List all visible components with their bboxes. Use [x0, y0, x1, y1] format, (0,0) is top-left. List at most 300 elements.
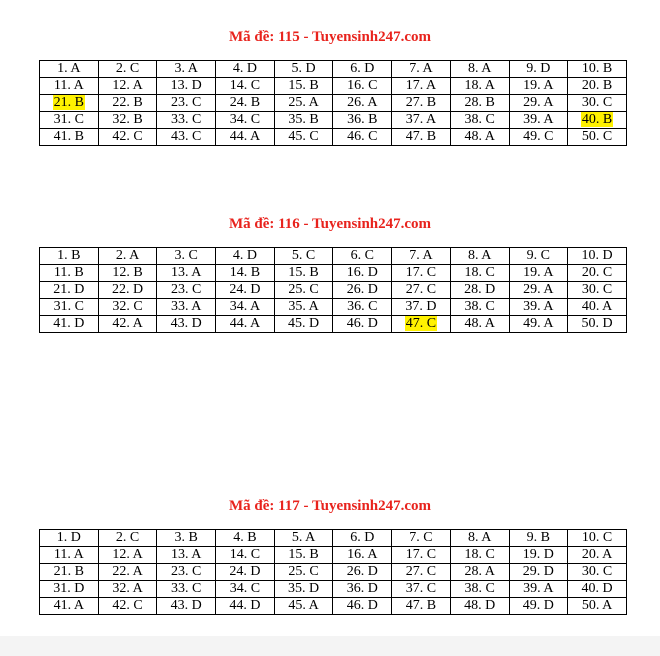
answer-cell: [509, 316, 568, 333]
answer-cell: [274, 316, 333, 333]
answer-text: 1. A: [57, 61, 81, 76]
answer-cell: [40, 129, 99, 146]
answer-text: 45. A: [288, 598, 319, 613]
answer-text: 33. C: [171, 112, 202, 127]
answer-cell: [98, 564, 157, 581]
answer-text: 14. B: [229, 265, 261, 280]
answer-cell: [40, 547, 99, 564]
answer-cell: [568, 316, 627, 333]
answer-text: 29. A: [523, 282, 554, 297]
answer-text: 11. A: [53, 547, 84, 562]
answer-cell: [157, 78, 216, 95]
answer-text: 47. B: [405, 129, 437, 144]
answer-text: 32. A: [112, 581, 143, 596]
answer-text: 24. D: [229, 282, 261, 297]
answer-cell: [568, 598, 627, 615]
answer-cell: [333, 598, 392, 615]
answer-text: 36. B: [347, 112, 378, 127]
answer-cell: [40, 316, 99, 333]
answer-text: 1. B: [57, 248, 81, 263]
answer-cell: [98, 282, 157, 299]
answer-cell: [568, 282, 627, 299]
answer-cell: [274, 129, 333, 146]
answer-cell: [98, 248, 157, 265]
answer-cell: [333, 112, 392, 129]
answer-text: 50. A: [581, 598, 613, 613]
answer-cell: [216, 78, 275, 95]
answer-cell: [568, 248, 627, 265]
answer-text: 43. C: [171, 129, 202, 144]
answer-text: 48. D: [464, 598, 496, 613]
answer-text: 22. A: [112, 564, 143, 579]
answer-cell: [216, 547, 275, 564]
answer-cell: [98, 61, 157, 78]
answer-text: 48. A: [464, 316, 495, 331]
answer-text: 29. D: [522, 564, 554, 579]
answer-text: 25. C: [288, 564, 319, 579]
answer-text: 28. B: [464, 95, 495, 110]
answer-key-block-116: [0, 214, 660, 234]
answer-text: 15. B: [288, 547, 319, 562]
answer-row: [40, 112, 627, 129]
answer-cell: [40, 248, 99, 265]
answer-cell: [509, 299, 568, 316]
answer-cell: [157, 581, 216, 598]
answer-cell: [450, 129, 509, 146]
answer-text: 32. C: [112, 299, 143, 314]
answer-row: [40, 95, 627, 112]
answer-cell: [216, 316, 275, 333]
answer-row: [40, 61, 627, 78]
answer-cell: [392, 129, 451, 146]
answer-cell: [509, 598, 568, 615]
answer-cell: [333, 316, 392, 333]
answer-text: 45. C: [288, 129, 319, 144]
answer-cell: [568, 581, 627, 598]
answer-cell: [450, 547, 509, 564]
answer-cell: [333, 265, 392, 282]
answer-text: 48. A: [464, 129, 495, 144]
answer-text: 41. B: [53, 129, 85, 144]
answer-cell: [216, 299, 275, 316]
answer-cell: [333, 248, 392, 265]
answer-row: [40, 265, 627, 282]
answer-cell: [216, 581, 275, 598]
answer-text: 46. C: [347, 129, 378, 144]
answer-cell: [98, 530, 157, 547]
answer-cell: [40, 78, 99, 95]
answer-table-117: [39, 529, 627, 615]
answer-row: [40, 530, 627, 547]
answer-cell: [392, 112, 451, 129]
answer-text: 21. D: [53, 282, 85, 297]
answer-cell: [157, 129, 216, 146]
answer-text: 43. D: [170, 316, 202, 331]
answer-cell: [274, 78, 333, 95]
answer-text: 18. C: [464, 547, 495, 562]
answer-text: 37. D: [405, 299, 437, 314]
answer-text: 32. B: [112, 112, 143, 127]
answer-cell: [157, 299, 216, 316]
answer-cell: [450, 248, 509, 265]
answer-row: [40, 564, 627, 581]
answer-cell: [392, 95, 451, 112]
answer-cell: [157, 265, 216, 282]
answer-text: 12. B: [112, 265, 143, 280]
answer-text: 15. B: [288, 265, 319, 280]
answer-text: 17. A: [405, 78, 437, 93]
answer-text: 41. D: [53, 316, 85, 331]
answer-cell: [274, 248, 333, 265]
answer-cell: [450, 299, 509, 316]
answer-text: 2. C: [115, 530, 140, 545]
answer-text: 35. A: [288, 299, 319, 314]
answer-cell: [157, 564, 216, 581]
answer-text: 15. B: [288, 78, 319, 93]
answer-text: 9. D: [526, 61, 551, 76]
answer-text: 37. A: [405, 112, 437, 127]
answer-text: 47. C: [405, 316, 437, 331]
answer-text: 11. A: [53, 78, 84, 93]
answer-text: 34. C: [229, 112, 261, 127]
answer-cell: [40, 112, 99, 129]
answer-text: 40. A: [581, 299, 613, 314]
answer-text: 7. A: [409, 248, 433, 263]
answer-text: 4. D: [232, 61, 257, 76]
answer-cell: [509, 248, 568, 265]
answer-key-block-115: [0, 27, 660, 47]
answer-cell: [40, 581, 99, 598]
answer-cell: [568, 129, 627, 146]
answer-text: 23. C: [171, 282, 202, 297]
answer-cell: [450, 530, 509, 547]
answer-text: 6. D: [350, 530, 375, 545]
answer-row: [40, 282, 627, 299]
answer-cell: [392, 248, 451, 265]
answer-cell: [274, 547, 333, 564]
answer-text: 21. B: [53, 564, 85, 579]
answer-text: 3. B: [174, 530, 198, 545]
answer-cell: [216, 530, 275, 547]
answer-text: 42. C: [112, 598, 143, 613]
answer-cell: [274, 598, 333, 615]
answer-cell: [392, 581, 451, 598]
answer-text: 20. B: [581, 78, 613, 93]
answer-cell: [392, 530, 451, 547]
answer-cell: [333, 299, 392, 316]
answer-cell: [98, 265, 157, 282]
answer-text: 20. A: [581, 547, 613, 562]
answer-text: 9. C: [526, 248, 551, 263]
answer-cell: [216, 564, 275, 581]
answer-text: 40. B: [581, 112, 613, 127]
answer-cell: [40, 282, 99, 299]
answer-cell: [98, 112, 157, 129]
answer-cell: [274, 95, 333, 112]
answer-text: 22. B: [112, 95, 143, 110]
answer-text: 5. A: [291, 530, 316, 545]
answer-cell: [568, 78, 627, 95]
answer-cell: [216, 248, 275, 265]
answer-text: 24. B: [229, 95, 261, 110]
answer-text: 7. A: [409, 61, 433, 76]
answer-cell: [216, 61, 275, 78]
answer-cell: [392, 598, 451, 615]
answer-text: 13. D: [170, 78, 202, 93]
answer-text: 25. A: [288, 95, 319, 110]
answer-table-115: [39, 60, 627, 146]
answer-cell: [568, 265, 627, 282]
answer-text: 39. A: [523, 112, 554, 127]
answer-cell: [450, 61, 509, 78]
answer-cell: [40, 564, 99, 581]
answer-cell: [98, 547, 157, 564]
answer-text: 26. D: [346, 282, 378, 297]
answer-text: 38. C: [464, 299, 495, 314]
answer-cell: [157, 547, 216, 564]
answer-text: 43. D: [170, 598, 202, 613]
answer-text: 14. C: [229, 78, 261, 93]
answer-text: 13. A: [171, 265, 202, 280]
answer-text: 41. A: [53, 598, 85, 613]
answer-cell: [98, 316, 157, 333]
answer-cell: [216, 282, 275, 299]
answer-text: 4. B: [233, 530, 257, 545]
answer-text: 34. A: [229, 299, 261, 314]
answer-cell: [98, 598, 157, 615]
answer-cell: [392, 282, 451, 299]
answer-cell: [157, 112, 216, 129]
answer-cell: [40, 598, 99, 615]
answer-text: 30. C: [581, 282, 613, 297]
answer-cell: [216, 598, 275, 615]
answer-text: 42. C: [112, 129, 143, 144]
answer-text: 4. D: [232, 248, 257, 263]
answer-cell: [98, 95, 157, 112]
answer-cell: [509, 547, 568, 564]
page-bottom-band: [0, 636, 660, 656]
answer-cell: [40, 95, 99, 112]
answer-key-block-117: [0, 496, 660, 516]
answer-text: 36. D: [346, 581, 378, 596]
answer-text: 31. C: [53, 112, 85, 127]
answer-text: 33. C: [171, 581, 202, 596]
answer-cell: [333, 129, 392, 146]
answer-cell: [333, 564, 392, 581]
answer-text: 8. A: [467, 61, 492, 76]
answer-text: 28. A: [464, 564, 495, 579]
answer-text: 33. A: [171, 299, 202, 314]
answer-cell: [450, 598, 509, 615]
answer-text: 7. C: [409, 530, 433, 545]
answer-text: 3. A: [174, 61, 198, 76]
answer-cell: [392, 564, 451, 581]
answer-cell: [157, 248, 216, 265]
answer-cell: [450, 282, 509, 299]
answer-text: 16. D: [346, 265, 378, 280]
answer-cell: [392, 299, 451, 316]
answer-cell: [216, 129, 275, 146]
answer-text: 31. C: [53, 299, 85, 314]
answer-text: 19. D: [522, 547, 554, 562]
answer-row: [40, 129, 627, 146]
answer-text: 17. C: [405, 265, 437, 280]
answer-cell: [568, 547, 627, 564]
answer-text: 39. A: [523, 299, 554, 314]
answer-cell: [274, 112, 333, 129]
answer-text: 14. C: [229, 547, 261, 562]
answer-text: 26. A: [347, 95, 378, 110]
answer-text: 8. A: [467, 530, 492, 545]
answer-text: 44. A: [229, 316, 261, 331]
answer-cell: [509, 564, 568, 581]
answer-cell: [333, 282, 392, 299]
answer-cell: [216, 95, 275, 112]
answer-cell: [509, 265, 568, 282]
answer-text: 34. C: [229, 581, 261, 596]
answer-text: 2. A: [115, 248, 140, 263]
answer-cell: [509, 581, 568, 598]
answer-text: 25. C: [288, 282, 319, 297]
answer-text: 1. D: [56, 530, 81, 545]
answer-cell: [450, 112, 509, 129]
answer-text: 27. C: [405, 282, 437, 297]
answer-text: 30. C: [581, 95, 613, 110]
answer-cell: [509, 530, 568, 547]
answer-cell: [333, 581, 392, 598]
answer-text: 46. D: [346, 316, 378, 331]
answer-cell: [568, 299, 627, 316]
answer-cell: [568, 112, 627, 129]
answer-cell: [333, 547, 392, 564]
answer-text: 5. C: [291, 248, 316, 263]
answer-cell: [509, 95, 568, 112]
answer-row: [40, 78, 627, 95]
answer-cell: [274, 581, 333, 598]
answer-text: 2. C: [115, 61, 140, 76]
answer-row: [40, 581, 627, 598]
answer-cell: [333, 530, 392, 547]
answer-text: 23. C: [171, 95, 202, 110]
answer-text: 50. C: [581, 129, 613, 144]
answer-cell: [450, 78, 509, 95]
answer-text: 16. A: [347, 547, 378, 562]
answer-cell: [274, 564, 333, 581]
answer-row: [40, 299, 627, 316]
answer-text: 20. C: [581, 265, 613, 280]
answer-text: 40. D: [581, 581, 613, 596]
answer-cell: [274, 282, 333, 299]
block-title: Mã đề: 115 - Tuyensinh247.com: [228, 29, 432, 45]
answer-text: 29. A: [523, 95, 554, 110]
answer-text: 38. C: [464, 581, 495, 596]
answer-cell: [216, 112, 275, 129]
answer-text: 26. D: [346, 564, 378, 579]
answer-cell: [568, 95, 627, 112]
answer-cell: [274, 530, 333, 547]
answer-text: 13. A: [171, 547, 202, 562]
answer-text: 8. A: [467, 248, 492, 263]
answer-text: 39. A: [523, 581, 554, 596]
answer-cell: [40, 530, 99, 547]
answer-cell: [216, 265, 275, 282]
answer-cell: [509, 61, 568, 78]
answer-text: 5. D: [291, 61, 316, 76]
answer-cell: [40, 265, 99, 282]
answer-cell: [568, 61, 627, 78]
answer-text: 21. B: [53, 95, 85, 110]
answer-cell: [392, 547, 451, 564]
answer-text: 6. C: [350, 248, 374, 263]
answer-text: 35. D: [288, 581, 320, 596]
answer-cell: [40, 299, 99, 316]
answer-cell: [509, 112, 568, 129]
answer-cell: [157, 282, 216, 299]
answer-text: 19. A: [523, 78, 554, 93]
answer-cell: [333, 78, 392, 95]
answer-cell: [157, 95, 216, 112]
answer-text: 30. C: [581, 564, 613, 579]
answer-cell: [392, 78, 451, 95]
answer-text: 6. D: [350, 61, 375, 76]
answer-text: 11. B: [53, 265, 84, 280]
answer-text: 17. C: [405, 547, 437, 562]
answer-text: 45. D: [288, 316, 320, 331]
answer-cell: [157, 530, 216, 547]
answer-cell: [450, 564, 509, 581]
answer-cell: [392, 316, 451, 333]
answer-text: 16. C: [347, 78, 378, 93]
answer-table-116: [39, 247, 627, 333]
answer-cell: [568, 564, 627, 581]
answer-text: 23. C: [171, 564, 202, 579]
answer-cell: [509, 129, 568, 146]
answer-cell: [392, 61, 451, 78]
answer-text: 46. D: [346, 598, 378, 613]
answer-text: 10. D: [581, 248, 613, 263]
answer-cell: [333, 95, 392, 112]
answer-text: 49. C: [523, 129, 554, 144]
answer-cell: [568, 530, 627, 547]
answer-cell: [40, 61, 99, 78]
answer-text: 10. B: [581, 61, 613, 76]
block-title: Mã đề: 117 - Tuyensinh247.com: [228, 498, 432, 514]
answer-text: 35. B: [288, 112, 319, 127]
answer-cell: [450, 316, 509, 333]
answer-text: 22. D: [111, 282, 144, 297]
answer-text: 42. A: [112, 316, 143, 331]
answer-text: 9. B: [526, 530, 551, 545]
answer-text: 28. D: [464, 282, 496, 297]
answer-text: 12. A: [112, 78, 143, 93]
answer-text: 27. C: [405, 564, 437, 579]
answer-cell: [333, 61, 392, 78]
answer-text: 37. C: [405, 581, 437, 596]
answer-text: 10. C: [581, 530, 613, 545]
block-title: Mã đề: 116 - Tuyensinh247.com: [228, 216, 432, 232]
answer-cell: [392, 265, 451, 282]
answer-cell: [98, 78, 157, 95]
answer-cell: [157, 598, 216, 615]
answer-text: 18. A: [464, 78, 495, 93]
answer-cell: [98, 129, 157, 146]
answer-text: 38. C: [464, 112, 495, 127]
answer-text: 49. D: [522, 598, 554, 613]
answer-text: 44. D: [229, 598, 261, 613]
answer-cell: [157, 61, 216, 78]
answer-text: 36. C: [347, 299, 378, 314]
answer-cell: [509, 282, 568, 299]
